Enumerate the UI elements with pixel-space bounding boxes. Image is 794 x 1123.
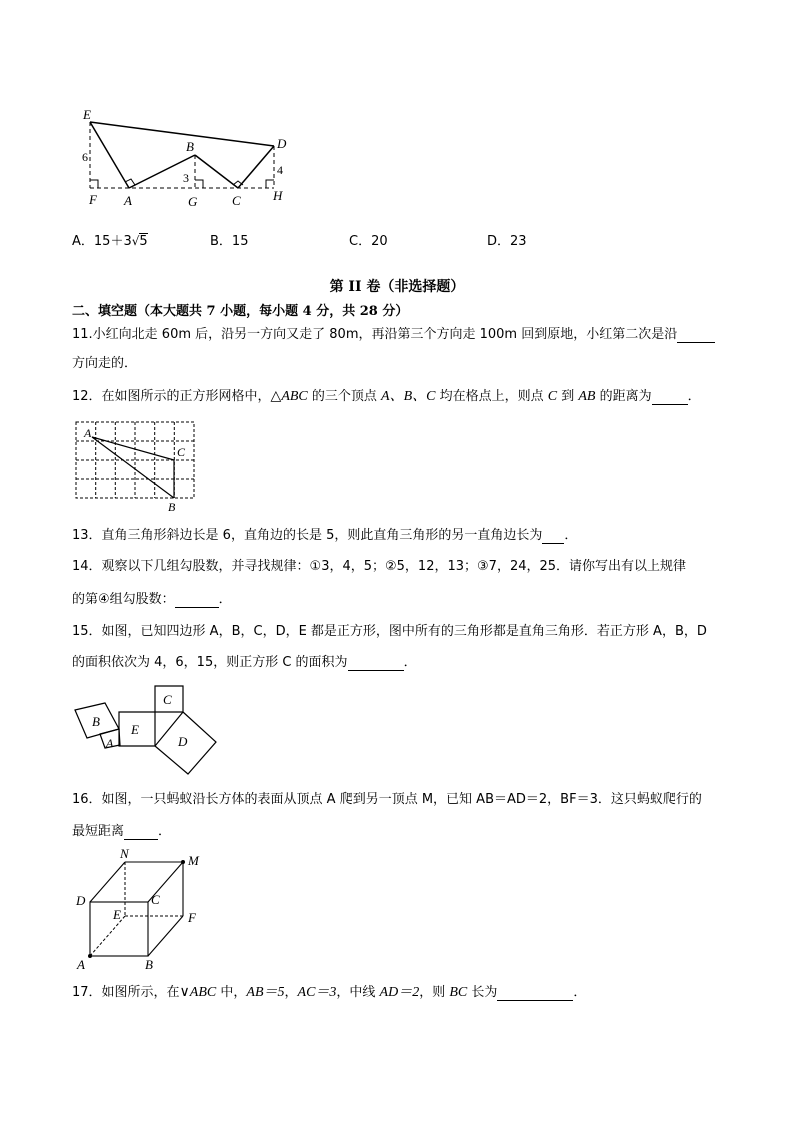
label-B: B: [145, 957, 153, 972]
choice-b-letter: B．: [210, 234, 232, 249]
segment-AB: [92, 437, 174, 498]
q17-pre: 17．如图所示，在: [72, 985, 180, 1000]
q16-text2: 最短距离: [72, 824, 125, 839]
choice-c-text: 20: [371, 234, 388, 249]
segment-AC: [92, 437, 174, 460]
point-M: [181, 860, 185, 864]
label-B: B: [92, 714, 100, 729]
choice-a[interactable]: [72, 230, 148, 249]
q17-ac: AC＝3: [297, 985, 337, 1000]
q15-line2: [72, 655, 417, 671]
q17-ab: AB＝5: [246, 985, 285, 1000]
choice-b[interactable]: [210, 230, 248, 249]
q12-post: 的距离为: [595, 389, 652, 404]
q12-to: 到: [557, 389, 579, 404]
q17-sep: ，: [284, 985, 298, 1000]
section-title: 第 II 卷（非选择题）: [329, 279, 465, 295]
choice-d-text: 23: [510, 234, 527, 249]
q16-cuboid-figure: [70, 848, 220, 974]
q15-end: ．: [403, 655, 417, 670]
q13-blank[interactable]: [542, 531, 564, 544]
segment-BC: [195, 155, 238, 188]
q17-ad: AD＝2: [379, 985, 420, 1000]
choice-d-letter: D．: [487, 234, 511, 249]
q12-triangle: △ABC: [270, 389, 308, 404]
label-6: 6: [82, 150, 88, 164]
label-C: C: [163, 692, 172, 707]
q11-line1: [72, 327, 715, 343]
label-A: A: [106, 736, 114, 750]
q15-line1: 15．如图，已知四边形 A，B，C，D，E 都是正方形，图中所有的三角形都是直角三角形．若正方形 A，B，D: [72, 624, 707, 639]
q12-ab: AB: [578, 389, 596, 404]
q10-figure: [78, 104, 298, 214]
q12-mid2: 均在格点上，则点: [435, 389, 548, 404]
q12-blank[interactable]: [652, 392, 688, 405]
label-A: A: [77, 957, 85, 972]
choice-a-text: 15＋3: [93, 234, 132, 249]
q13-end: ．: [564, 528, 578, 543]
q16-blank[interactable]: [124, 827, 158, 840]
q16-line1: 16．如图，一只蚂蚁沿长方体的表面从顶点 A 爬到另一顶点 M，已知 AB＝AD＝2，BF＝3．这只蚂蚁爬行的: [72, 792, 702, 807]
label-A: A: [124, 193, 132, 208]
q13-line: [72, 528, 577, 544]
choice-d[interactable]: [487, 230, 527, 249]
label-D: D: [277, 136, 287, 151]
segment-EA: [90, 122, 129, 188]
q12-grid-figure: [70, 418, 200, 514]
q11-text: 11.小红向北走 60m 后，沿另一方向又走了 80m，再沿第三个方向走 100m 回到原地，小红第二次是沿: [72, 327, 678, 342]
q14-text2: 的第④组勾股数：: [72, 592, 175, 607]
segment-ED: [90, 122, 274, 146]
choice-b-text: 15: [231, 234, 249, 249]
grid-label-B: B: [168, 500, 176, 514]
q12-line: [72, 389, 701, 405]
label-F: F: [188, 910, 196, 925]
grid-label-C: C: [177, 445, 186, 459]
q17-post: ，则: [419, 985, 450, 1000]
q14-line1: 14．观察以下几组勾股数，并寻找规律：①3，4，5；②5，12，13；③7，24，25．请你写出有以上规律: [72, 559, 687, 574]
q17-bc: BC: [449, 985, 468, 1000]
choice-c[interactable]: [349, 230, 388, 249]
label-E: E: [131, 722, 139, 737]
label-E: E: [83, 107, 91, 122]
choice-a-radicand: 5: [139, 234, 148, 249]
q17-end: ．: [573, 985, 587, 1000]
label-C: C: [232, 193, 241, 208]
q15-text2: 的面积依次为 4，6，15，则正方形 C 的面积为: [72, 655, 348, 670]
q12-c: C: [547, 389, 558, 404]
choice-a-letter: A．: [72, 234, 94, 249]
label-F: F: [89, 192, 97, 207]
q16-end: ．: [158, 824, 172, 839]
label-N: N: [120, 848, 129, 861]
label-4: 4: [277, 163, 283, 177]
q17-line: [72, 985, 586, 1001]
label-3: 3: [183, 171, 189, 185]
q14-end: ．: [218, 592, 232, 607]
segment-CD: [238, 146, 274, 188]
grid-label-A: A: [84, 426, 92, 440]
q12-points: A、B、C: [381, 389, 436, 404]
q17-median: ，中线: [336, 985, 380, 1000]
q16-line2: [72, 824, 171, 840]
q13-text: 13．直角三角形斜边长是 6，直角边的长是 5，则此直角三角形的另一直角边长为: [72, 528, 543, 543]
q12-end: ．: [687, 389, 701, 404]
q11-line2: 方向走的．: [72, 356, 138, 371]
q17-triangle: ∨ABC: [179, 985, 217, 1000]
q15-squares-figure: [70, 682, 230, 778]
q14-blank[interactable]: [175, 595, 219, 608]
q11-blank[interactable]: [677, 330, 715, 343]
label-H: H: [273, 188, 283, 203]
q17-mid: 中，: [216, 985, 247, 1000]
q12-pre: 12．在如图所示的正方形网格中，: [72, 389, 271, 404]
radical-sign: √: [131, 234, 140, 248]
section-heading: 二、填空题（本大题共 7 小题，每小题 4 分，共 28 分）: [72, 304, 409, 319]
label-B: B: [186, 139, 194, 154]
label-D: D: [178, 734, 188, 749]
point-A: [88, 954, 92, 958]
label-E: E: [113, 907, 121, 922]
choice-c-letter: C．: [349, 234, 372, 249]
label-D: D: [76, 893, 86, 908]
label-G: G: [188, 194, 198, 209]
q17-post2: 长为: [467, 985, 498, 1000]
q14-line2: [72, 592, 232, 608]
label-C: C: [151, 892, 160, 907]
q15-blank[interactable]: [348, 658, 404, 671]
label-M: M: [188, 853, 199, 868]
q17-blank[interactable]: [497, 988, 573, 1001]
q12-mid: 的三个顶点: [307, 389, 382, 404]
